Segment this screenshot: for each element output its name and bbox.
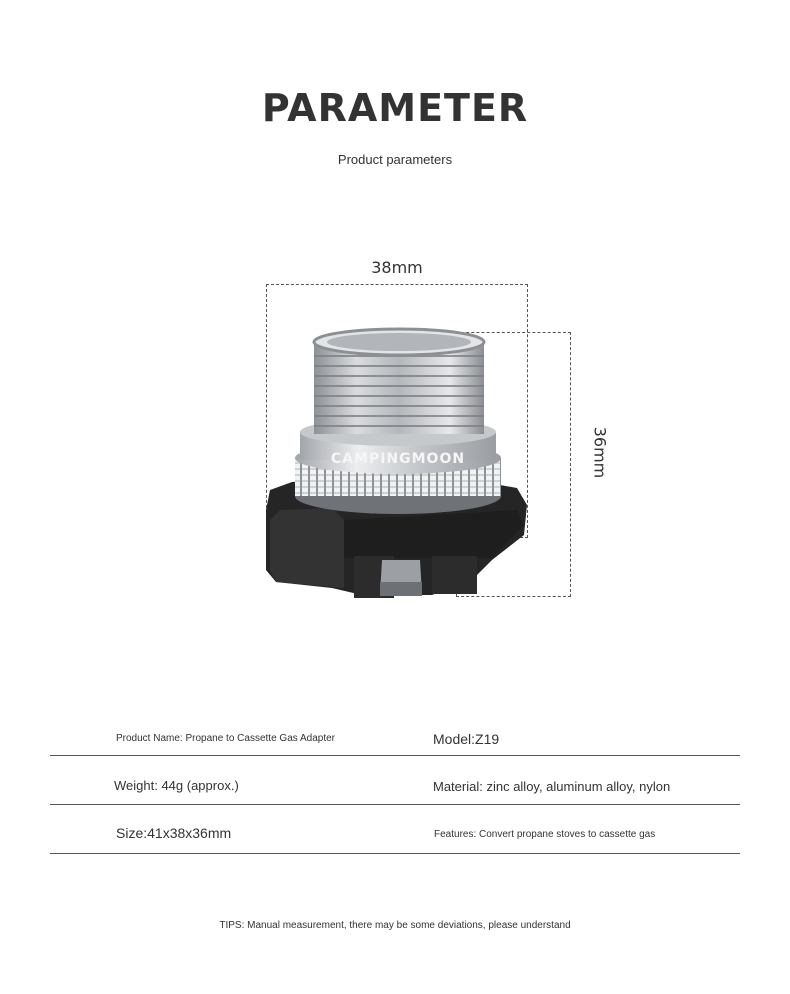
- table-divider: [50, 853, 740, 854]
- width-dimension-label: 38mm: [371, 258, 423, 277]
- height-dimension-label: 36mm: [590, 426, 610, 479]
- page-subtitle: Product parameters: [337, 152, 453, 167]
- spec-model: Model:Z19: [433, 731, 500, 747]
- spec-features: Features: Convert propane stoves to cassette gas: [434, 829, 656, 840]
- spec-product-name: Product Name: Propane to Cassette Gas Adapter: [116, 733, 336, 744]
- brand-engraving: CAMPINGMOON: [330, 451, 466, 467]
- spec-size: Size:41x38x36mm: [116, 825, 232, 841]
- table-divider: [50, 804, 740, 805]
- tips-note: TIPS: Manual measurement, there may be some deviations, please understand: [219, 920, 571, 931]
- spec-material: Material: zinc alloy, aluminum alloy, nylon: [433, 779, 671, 794]
- product-image: [262, 320, 534, 605]
- page-title: PARAMETER: [261, 86, 529, 130]
- table-divider: [50, 755, 740, 756]
- spec-weight: Weight: 44g (approx.): [114, 778, 239, 793]
